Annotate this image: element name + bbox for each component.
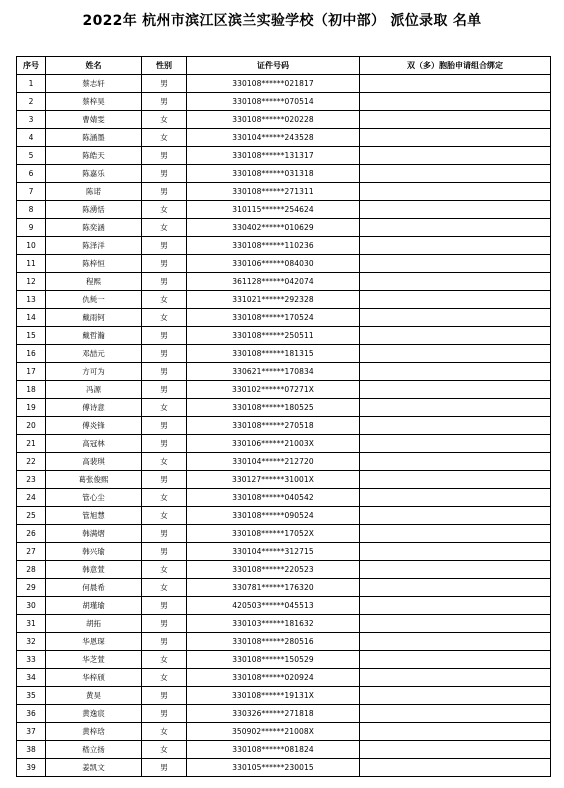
cell-id: 330781******176320 bbox=[187, 579, 360, 597]
cell-seq: 32 bbox=[17, 633, 46, 651]
cell-binding bbox=[360, 327, 551, 345]
table-row bbox=[17, 147, 551, 165]
table-row bbox=[17, 273, 551, 291]
cell-id: 330108******020924 bbox=[187, 669, 360, 687]
cell-gender: 女 bbox=[142, 111, 187, 129]
cell-binding bbox=[360, 525, 551, 543]
cell-name: 陈皓天 bbox=[46, 147, 142, 165]
cell-name: 仇毵一 bbox=[46, 291, 142, 309]
table-row bbox=[17, 561, 551, 579]
cell-binding bbox=[360, 309, 551, 327]
table-row bbox=[17, 93, 551, 111]
cell-gender: 女 bbox=[142, 579, 187, 597]
cell-binding bbox=[360, 129, 551, 147]
cell-gender: 男 bbox=[142, 147, 187, 165]
cell-id: 330108******040542 bbox=[187, 489, 360, 507]
cell-name: 傅诗意 bbox=[46, 399, 142, 417]
cell-gender: 女 bbox=[142, 561, 187, 579]
cell-seq: 30 bbox=[17, 597, 46, 615]
cell-binding bbox=[360, 687, 551, 705]
cell-gender: 男 bbox=[142, 543, 187, 561]
table-row bbox=[17, 345, 551, 363]
cell-gender: 女 bbox=[142, 201, 187, 219]
cell-gender: 女 bbox=[142, 291, 187, 309]
cell-gender: 女 bbox=[142, 453, 187, 471]
cell-binding bbox=[360, 237, 551, 255]
cell-gender: 男 bbox=[142, 687, 187, 705]
table-row bbox=[17, 651, 551, 669]
cell-gender: 男 bbox=[142, 183, 187, 201]
table-row bbox=[17, 471, 551, 489]
cell-name: 华梓颀 bbox=[46, 669, 142, 687]
header-gender: 性别 bbox=[142, 57, 187, 75]
table-row bbox=[17, 183, 551, 201]
table-row bbox=[17, 309, 551, 327]
header-seq: 序号 bbox=[17, 57, 46, 75]
cell-gender: 男 bbox=[142, 345, 187, 363]
cell-gender: 女 bbox=[142, 219, 187, 237]
cell-id: 310115******254624 bbox=[187, 201, 360, 219]
cell-id: 330108******19131X bbox=[187, 687, 360, 705]
cell-id: 330104******243528 bbox=[187, 129, 360, 147]
cell-seq: 10 bbox=[17, 237, 46, 255]
cell-name: 蔡志轩 bbox=[46, 75, 142, 93]
cell-seq: 14 bbox=[17, 309, 46, 327]
cell-gender: 男 bbox=[142, 75, 187, 93]
cell-name: 管旭慧 bbox=[46, 507, 142, 525]
table-row bbox=[17, 669, 551, 687]
cell-seq: 12 bbox=[17, 273, 46, 291]
cell-id: 330108******021817 bbox=[187, 75, 360, 93]
cell-binding bbox=[360, 345, 551, 363]
cell-seq: 7 bbox=[17, 183, 46, 201]
table-row bbox=[17, 543, 551, 561]
cell-gender: 女 bbox=[142, 507, 187, 525]
cell-name: 管心尘 bbox=[46, 489, 142, 507]
cell-seq: 31 bbox=[17, 615, 46, 633]
table-row bbox=[17, 201, 551, 219]
table-row bbox=[17, 579, 551, 597]
cell-gender: 男 bbox=[142, 759, 187, 777]
cell-id: 330108******180525 bbox=[187, 399, 360, 417]
cell-id: 330108******131317 bbox=[187, 147, 360, 165]
cell-name: 傅炎锋 bbox=[46, 417, 142, 435]
cell-seq: 15 bbox=[17, 327, 46, 345]
cell-name: 何晨希 bbox=[46, 579, 142, 597]
cell-id: 330102******07271X bbox=[187, 381, 360, 399]
cell-binding bbox=[360, 471, 551, 489]
cell-name: 冯源 bbox=[46, 381, 142, 399]
cell-name: 陈嘉乐 bbox=[46, 165, 142, 183]
cell-seq: 11 bbox=[17, 255, 46, 273]
cell-gender: 男 bbox=[142, 597, 187, 615]
cell-id: 330108******280516 bbox=[187, 633, 360, 651]
cell-id: 330621******170834 bbox=[187, 363, 360, 381]
cell-name: 姜凯文 bbox=[46, 759, 142, 777]
cell-seq: 33 bbox=[17, 651, 46, 669]
cell-binding bbox=[360, 453, 551, 471]
cell-id: 330402******010629 bbox=[187, 219, 360, 237]
cell-binding bbox=[360, 561, 551, 579]
table-row bbox=[17, 435, 551, 453]
cell-id: 330108******271311 bbox=[187, 183, 360, 201]
cell-name: 黄逸宸 bbox=[46, 705, 142, 723]
cell-binding bbox=[360, 723, 551, 741]
cell-binding bbox=[360, 579, 551, 597]
cell-binding bbox=[360, 363, 551, 381]
cell-name: 葛张俊熙 bbox=[46, 471, 142, 489]
cell-name: 高裴琪 bbox=[46, 453, 142, 471]
cell-binding bbox=[360, 597, 551, 615]
cell-seq: 4 bbox=[17, 129, 46, 147]
admission-table bbox=[16, 56, 551, 777]
cell-name: 陈梓恒 bbox=[46, 255, 142, 273]
cell-seq: 25 bbox=[17, 507, 46, 525]
cell-gender: 男 bbox=[142, 93, 187, 111]
cell-gender: 男 bbox=[142, 633, 187, 651]
table-row bbox=[17, 705, 551, 723]
table-row bbox=[17, 129, 551, 147]
cell-seq: 23 bbox=[17, 471, 46, 489]
table-row bbox=[17, 525, 551, 543]
cell-name: 陈奕涵 bbox=[46, 219, 142, 237]
cell-id: 330106******084030 bbox=[187, 255, 360, 273]
cell-name: 陈诺 bbox=[46, 183, 142, 201]
cell-id: 330106******21003X bbox=[187, 435, 360, 453]
cell-id: 330326******271818 bbox=[187, 705, 360, 723]
cell-gender: 男 bbox=[142, 327, 187, 345]
cell-name: 陈湧恬 bbox=[46, 201, 142, 219]
cell-id: 330127******31001X bbox=[187, 471, 360, 489]
table-row bbox=[17, 453, 551, 471]
cell-gender: 男 bbox=[142, 381, 187, 399]
cell-seq: 16 bbox=[17, 345, 46, 363]
cell-id: 330108******090524 bbox=[187, 507, 360, 525]
cell-seq: 28 bbox=[17, 561, 46, 579]
table-row bbox=[17, 381, 551, 399]
table-row bbox=[17, 111, 551, 129]
header-id: 证件号码 bbox=[187, 57, 360, 75]
cell-id: 330108******170524 bbox=[187, 309, 360, 327]
cell-gender: 男 bbox=[142, 273, 187, 291]
cell-gender: 男 bbox=[142, 615, 187, 633]
table-body bbox=[17, 75, 551, 777]
cell-binding bbox=[360, 291, 551, 309]
cell-name: 黄昊 bbox=[46, 687, 142, 705]
cell-binding bbox=[360, 399, 551, 417]
cell-binding bbox=[360, 93, 551, 111]
cell-binding bbox=[360, 255, 551, 273]
cell-seq: 26 bbox=[17, 525, 46, 543]
table-header-row bbox=[17, 57, 551, 75]
header-binding: 双（多）胞胎申请组合绑定 bbox=[360, 57, 551, 75]
cell-gender: 男 bbox=[142, 435, 187, 453]
table-row bbox=[17, 597, 551, 615]
cell-seq: 36 bbox=[17, 705, 46, 723]
cell-gender: 男 bbox=[142, 525, 187, 543]
cell-name: 黄梓琀 bbox=[46, 723, 142, 741]
cell-id: 330108******031318 bbox=[187, 165, 360, 183]
cell-binding bbox=[360, 111, 551, 129]
cell-binding bbox=[360, 741, 551, 759]
table-row bbox=[17, 237, 551, 255]
cell-id: 330108******110236 bbox=[187, 237, 360, 255]
cell-id: 330104******312715 bbox=[187, 543, 360, 561]
page-title: 2022年 杭州市滨江区滨兰实验学校（初中部） 派位录取 名单 bbox=[82, 13, 482, 29]
cell-binding bbox=[360, 615, 551, 633]
cell-binding bbox=[360, 489, 551, 507]
cell-seq: 38 bbox=[17, 741, 46, 759]
cell-id: 330108******081824 bbox=[187, 741, 360, 759]
cell-name: 方可为 bbox=[46, 363, 142, 381]
cell-id: 330105******230015 bbox=[187, 759, 360, 777]
cell-binding bbox=[360, 759, 551, 777]
table-row bbox=[17, 741, 551, 759]
table-row bbox=[17, 615, 551, 633]
cell-gender: 女 bbox=[142, 651, 187, 669]
cell-binding bbox=[360, 147, 551, 165]
cell-binding bbox=[360, 543, 551, 561]
cell-name: 陈涵墨 bbox=[46, 129, 142, 147]
cell-id: 330108******270518 bbox=[187, 417, 360, 435]
cell-gender: 男 bbox=[142, 237, 187, 255]
cell-gender: 女 bbox=[142, 489, 187, 507]
cell-name: 高冠林 bbox=[46, 435, 142, 453]
cell-id: 330108******070514 bbox=[187, 93, 360, 111]
cell-binding bbox=[360, 165, 551, 183]
cell-binding bbox=[360, 183, 551, 201]
table-row bbox=[17, 489, 551, 507]
cell-gender: 男 bbox=[142, 255, 187, 273]
cell-seq: 35 bbox=[17, 687, 46, 705]
cell-seq: 1 bbox=[17, 75, 46, 93]
cell-name: 戴哲瀚 bbox=[46, 327, 142, 345]
cell-gender: 男 bbox=[142, 471, 187, 489]
cell-binding bbox=[360, 633, 551, 651]
cell-gender: 女 bbox=[142, 669, 187, 687]
cell-name: 胡拓 bbox=[46, 615, 142, 633]
cell-name: 嵇立扬 bbox=[46, 741, 142, 759]
cell-name: 华芝萱 bbox=[46, 651, 142, 669]
cell-id: 330108******17052X bbox=[187, 525, 360, 543]
cell-binding bbox=[360, 417, 551, 435]
cell-seq: 24 bbox=[17, 489, 46, 507]
table-row bbox=[17, 507, 551, 525]
cell-seq: 27 bbox=[17, 543, 46, 561]
table-row bbox=[17, 417, 551, 435]
cell-name: 曹婧雯 bbox=[46, 111, 142, 129]
cell-seq: 37 bbox=[17, 723, 46, 741]
cell-gender: 男 bbox=[142, 705, 187, 723]
table-row bbox=[17, 165, 551, 183]
cell-gender: 女 bbox=[142, 309, 187, 327]
cell-gender: 女 bbox=[142, 399, 187, 417]
table-row bbox=[17, 363, 551, 381]
cell-name: 华恩琛 bbox=[46, 633, 142, 651]
cell-seq: 18 bbox=[17, 381, 46, 399]
cell-seq: 5 bbox=[17, 147, 46, 165]
cell-seq: 22 bbox=[17, 453, 46, 471]
cell-binding bbox=[360, 381, 551, 399]
cell-seq: 19 bbox=[17, 399, 46, 417]
cell-seq: 13 bbox=[17, 291, 46, 309]
cell-name: 陈泽洋 bbox=[46, 237, 142, 255]
cell-id: 331021******292328 bbox=[187, 291, 360, 309]
cell-seq: 34 bbox=[17, 669, 46, 687]
cell-gender: 女 bbox=[142, 741, 187, 759]
cell-binding bbox=[360, 507, 551, 525]
table-row bbox=[17, 291, 551, 309]
cell-name: 邓喆元 bbox=[46, 345, 142, 363]
cell-seq: 17 bbox=[17, 363, 46, 381]
cell-id: 361128******042074 bbox=[187, 273, 360, 291]
cell-gender: 女 bbox=[142, 723, 187, 741]
cell-id: 350902******21008X bbox=[187, 723, 360, 741]
cell-binding bbox=[360, 435, 551, 453]
table-row bbox=[17, 399, 551, 417]
cell-seq: 20 bbox=[17, 417, 46, 435]
cell-name: 韩意萱 bbox=[46, 561, 142, 579]
table-row bbox=[17, 687, 551, 705]
table-row bbox=[17, 75, 551, 93]
cell-name: 程熙 bbox=[46, 273, 142, 291]
table-row bbox=[17, 219, 551, 237]
cell-name: 韩兴瑜 bbox=[46, 543, 142, 561]
cell-id: 330103******181632 bbox=[187, 615, 360, 633]
cell-seq: 2 bbox=[17, 93, 46, 111]
cell-seq: 3 bbox=[17, 111, 46, 129]
cell-gender: 女 bbox=[142, 129, 187, 147]
cell-binding bbox=[360, 201, 551, 219]
cell-seq: 6 bbox=[17, 165, 46, 183]
cell-id: 330108******020228 bbox=[187, 111, 360, 129]
cell-id: 330108******150529 bbox=[187, 651, 360, 669]
table-row bbox=[17, 633, 551, 651]
cell-seq: 21 bbox=[17, 435, 46, 453]
cell-gender: 男 bbox=[142, 363, 187, 381]
cell-binding bbox=[360, 75, 551, 93]
cell-id: 330104******212720 bbox=[187, 453, 360, 471]
cell-gender: 男 bbox=[142, 417, 187, 435]
table-row bbox=[17, 759, 551, 777]
cell-binding bbox=[360, 669, 551, 687]
cell-name: 戴雨钶 bbox=[46, 309, 142, 327]
table-row bbox=[17, 255, 551, 273]
cell-binding bbox=[360, 651, 551, 669]
header-name: 姓名 bbox=[46, 57, 142, 75]
cell-seq: 8 bbox=[17, 201, 46, 219]
cell-binding bbox=[360, 219, 551, 237]
cell-id: 420503******045513 bbox=[187, 597, 360, 615]
cell-id: 330108******220523 bbox=[187, 561, 360, 579]
cell-id: 330108******181315 bbox=[187, 345, 360, 363]
cell-binding bbox=[360, 705, 551, 723]
cell-gender: 男 bbox=[142, 165, 187, 183]
cell-binding bbox=[360, 273, 551, 291]
cell-name: 胡瑾瑜 bbox=[46, 597, 142, 615]
cell-seq: 29 bbox=[17, 579, 46, 597]
cell-seq: 39 bbox=[17, 759, 46, 777]
table-row bbox=[17, 327, 551, 345]
cell-name: 韩满熠 bbox=[46, 525, 142, 543]
cell-name: 蔡梓昊 bbox=[46, 93, 142, 111]
cell-seq: 9 bbox=[17, 219, 46, 237]
cell-id: 330108******250511 bbox=[187, 327, 360, 345]
table-row bbox=[17, 723, 551, 741]
